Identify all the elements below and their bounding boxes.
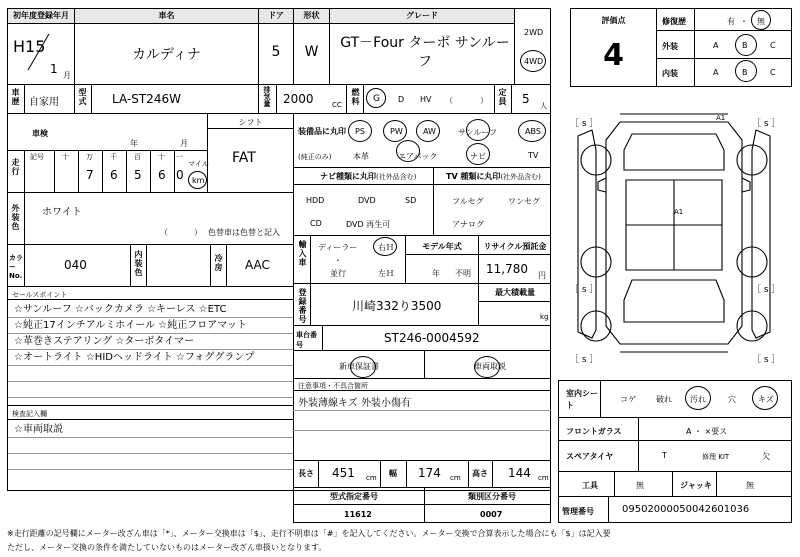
first-reg-label: 初年度登録年月	[8, 9, 74, 23]
repair-yes: 有	[727, 17, 735, 26]
seat-label: 室内シート	[566, 389, 598, 410]
mgmt-label: 管理番号	[562, 507, 594, 516]
aw-circle	[416, 120, 440, 142]
length-label: 長さ	[298, 469, 314, 478]
door-label: ドア	[259, 9, 293, 23]
score-value: 4	[603, 38, 624, 73]
fuel-g: G	[373, 94, 380, 104]
recycle-label: リサイクル預託金	[483, 242, 547, 251]
bracket-label-1: ［ s ］	[570, 119, 599, 129]
bracket-label-2: ［ s ］	[752, 119, 781, 129]
fuel-d: D	[398, 95, 405, 104]
exterior-label: 外装	[662, 42, 678, 51]
seat-yogore-circle	[685, 386, 711, 410]
tool-value: 無	[636, 481, 644, 490]
capacity-label: 定員	[498, 88, 507, 106]
repair-no-circle	[751, 10, 771, 30]
class-no-label: 類別区分番号	[468, 492, 516, 501]
interior-label: 内装	[662, 69, 678, 78]
nav-type-label	[320, 171, 416, 182]
footer-line-1: ※走行距離の記号欄にメーター改ざん車は「*」、メーター交換車は「$」、走行不明車は「#」を記入してください。メーター交換で合算表示した場合にも「$」は記入要	[7, 529, 611, 538]
mgmt-value: 09502000050042601036	[622, 504, 750, 515]
spare-kit: 修理 KIT	[702, 453, 730, 461]
jack-label: ジャッキ	[680, 481, 712, 490]
width-label: 幅	[389, 469, 397, 478]
tv-analog: アナログ	[452, 220, 484, 229]
first-reg-era: H15	[13, 37, 46, 56]
airbag-circle	[396, 140, 420, 162]
model-year-label: モデル年式	[422, 242, 462, 251]
displacement-value: 2000	[283, 92, 314, 106]
digit-h2: 千	[110, 153, 117, 161]
reg-value: 川崎332り3500	[352, 299, 442, 313]
nav-dvd: DVD	[358, 196, 376, 205]
cc-unit: CC	[332, 101, 342, 109]
tool-label: 工具	[582, 481, 598, 490]
chassis-label: 車台番号	[296, 331, 317, 349]
jack-value: 無	[746, 481, 754, 490]
sales-line-1: ☆サンルーフ ☆バックカメラ ☆キーレス ☆ETC	[14, 304, 227, 315]
inspection-month: 月	[180, 139, 188, 148]
capacity-value: 5	[522, 92, 530, 106]
repair-no: 無	[757, 17, 765, 26]
equip-abs: ABS	[525, 127, 541, 136]
color-note: 色替車は色替と記入	[208, 228, 280, 237]
fuel-circle	[366, 88, 386, 108]
seat-ana: 穴	[728, 395, 736, 404]
usage-value: 自家用	[29, 97, 59, 108]
digit-4: 6	[158, 168, 166, 182]
drive-2wd: 2WD	[524, 28, 544, 37]
new-warranty: 新車保証書	[339, 362, 379, 371]
sunroof-circle	[466, 119, 490, 141]
body-shape: W	[304, 44, 319, 60]
color-paren-close: ）	[194, 228, 202, 237]
color-no-label: カラーNo.	[9, 254, 23, 280]
digit-3: 5	[134, 168, 142, 182]
int-b-circle	[735, 60, 757, 82]
height-label: 高さ	[472, 469, 488, 478]
import-parallel: 並行	[330, 269, 346, 278]
tv-type-text: TV 種類に丸印	[446, 172, 501, 181]
nav-type-sub: (社外品含む)	[376, 173, 417, 181]
seat-kizu: キズ	[758, 395, 774, 404]
seat-yabure: 破れ	[656, 395, 672, 404]
length-value: 451	[332, 466, 355, 480]
mileage-label: 走行	[11, 158, 20, 176]
km-circle	[188, 171, 207, 189]
damage-mark-1: A1	[716, 114, 726, 122]
model-year-unit: 年	[432, 269, 440, 278]
car-diagram	[556, 100, 792, 368]
color-no-value: 040	[64, 258, 87, 272]
usage-label: 車歴	[11, 88, 20, 106]
model-year-unknown: 不明	[455, 269, 471, 278]
reg-label: 登録番号	[298, 288, 307, 324]
right-h-circle	[373, 237, 397, 256]
ext-b: B	[742, 41, 748, 50]
equip-ps: PS	[355, 127, 365, 136]
repair-label: 修復歴	[662, 17, 686, 26]
int-b: B	[742, 68, 748, 77]
interior-color-label: 内装色	[134, 250, 143, 277]
car-outline	[556, 100, 792, 368]
import-right-h: 右Ｈ	[378, 243, 394, 252]
displacement-label: 排気量	[263, 86, 271, 107]
seat-yogore: 汚れ	[690, 395, 706, 404]
month-unit: 月	[63, 71, 71, 80]
drive-4wd-circle	[520, 50, 546, 72]
import-dot: ・	[334, 256, 342, 265]
digit-h3: 百	[134, 153, 141, 161]
ext-b-circle	[735, 34, 757, 56]
fuel-paren-close: ）	[480, 96, 488, 105]
length-unit: cm	[366, 474, 377, 482]
digit-5: 0	[176, 168, 184, 182]
footer-line-2: ただし、メーター交換の条件を満たしていないものはメーター改ざん車扱いとなります。	[7, 543, 327, 552]
ps-circle	[348, 120, 372, 142]
inspector-label: 検査記入欄	[12, 410, 47, 418]
digit-h1: 万	[86, 153, 93, 161]
color-label: 外装色	[11, 204, 20, 231]
equip-aw: AW	[423, 127, 436, 136]
score-label: 評価点	[601, 16, 626, 25]
equip-leather: 本革	[353, 152, 369, 161]
nav-cd: CD	[310, 219, 322, 228]
first-reg-month: 1	[50, 62, 58, 76]
grade-value: GT－Four ターボ サンルーフ	[340, 35, 510, 70]
yen-unit: 円	[538, 271, 546, 280]
car-name-label: 車名	[75, 9, 258, 23]
abs-circle	[518, 120, 546, 142]
digit-h4: 十	[158, 153, 165, 161]
class-no-value: 0007	[480, 510, 503, 519]
bracket-label-3: ［ s ］	[570, 285, 599, 295]
spare-missing: 欠	[762, 452, 770, 461]
windshield-label: フロントガラス	[566, 427, 622, 436]
person-unit: 人	[540, 102, 547, 110]
equip-tv: TV	[528, 151, 539, 160]
inspection-year: 年	[130, 139, 138, 148]
notes-value: 外装薄線キズ 外装小傷有	[298, 398, 411, 409]
equip-pw: PW	[390, 127, 403, 136]
equipment-sub: (純正のみ)	[298, 153, 332, 161]
seat-koge: コゲ	[620, 395, 636, 404]
windshield-value: A ・ ×要ス	[686, 427, 728, 436]
digit-2: 6	[110, 168, 118, 182]
color-value: ホワイト	[42, 207, 82, 218]
chassis-value: ST246-0004592	[384, 331, 480, 345]
equipment-label: 装備品に丸印	[298, 127, 346, 136]
ac-value: AAC	[245, 258, 270, 272]
nav-sd: SD	[405, 196, 417, 205]
spare-t: T	[662, 451, 667, 460]
mile-unit: マイル	[188, 160, 209, 168]
car-name: カルディナ	[132, 47, 201, 63]
warranty-circle	[350, 356, 376, 378]
grade-label: グレード	[330, 9, 514, 23]
repair-sep: ・	[740, 17, 748, 26]
notes-label: 注意事項・不具合箇所	[298, 382, 368, 390]
fuel-label: 燃料	[351, 88, 360, 106]
int-a: A	[713, 68, 719, 77]
height-value: 144	[508, 466, 531, 480]
width-unit: cm	[450, 474, 461, 482]
digit-1: 7	[86, 168, 94, 182]
int-c: C	[770, 68, 776, 77]
ac-label: 冷房	[214, 254, 223, 272]
spare-label: スペアタイヤ	[566, 452, 614, 461]
fuel-hv: HV	[420, 95, 432, 104]
damage-mark-2: A1	[674, 208, 684, 216]
pw-circle	[383, 120, 407, 142]
sales-line-3: ☆革巻きステアリング ☆ターボタイマー	[14, 336, 195, 347]
import-left-h: 左Ｈ	[378, 269, 394, 278]
tv-type-sub: (社外品含む)	[500, 173, 541, 181]
ext-a: A	[713, 41, 719, 50]
drive-4wd: 4WD	[524, 57, 544, 66]
model-label: 型式	[78, 88, 87, 106]
width-value: 174	[418, 466, 441, 480]
type-no-label: 型式指定番号	[330, 492, 378, 501]
color-paren-open: （	[160, 228, 168, 237]
max-load-label: 最大積載量	[495, 288, 535, 297]
kg-unit: kg	[540, 313, 549, 321]
model-value: LA-ST246W	[112, 92, 181, 106]
ext-c: C	[770, 41, 776, 50]
inspector-line-1: ☆車両取説	[14, 424, 63, 435]
digit-h5: 一	[176, 153, 183, 161]
shift-value: FAT	[232, 150, 256, 166]
shape-label: 形状	[294, 9, 329, 23]
manual-label: 車両取説	[474, 362, 506, 371]
shift-label: シフト	[238, 118, 263, 127]
equip-airbag: エアバック	[398, 152, 438, 161]
tv-type-label	[446, 171, 541, 182]
door-count: 5	[271, 44, 281, 60]
inspection-label: 車検	[32, 129, 48, 138]
height-unit: cm	[538, 474, 549, 482]
bracket-label-5: ［ s ］	[570, 355, 599, 365]
manual-circle	[474, 356, 500, 378]
sales-label: セールスポイント	[12, 291, 68, 299]
equip-navi: ナビ	[470, 152, 486, 161]
nav-dvd-play: DVD 再生可	[346, 220, 391, 229]
mileage-sign-label: 記号	[30, 153, 44, 161]
bracket-label-6: ［ s ］	[752, 355, 781, 365]
bracket-label-4: ［ s ］	[752, 285, 781, 295]
sales-line-2: ☆純正17インチアルミホイール ☆純正フロアマット	[14, 320, 247, 331]
digit-h0: 十	[62, 153, 69, 161]
tv-oneseg: ワンセグ	[508, 197, 540, 206]
import-dealer: ディーラー	[318, 243, 358, 252]
recycle-value: 11,780	[486, 262, 528, 276]
seat-kizu-circle	[752, 386, 778, 410]
type-no-value: 11612	[344, 510, 372, 519]
import-label: 輸入車	[298, 240, 307, 267]
nav-hdd: HDD	[306, 196, 325, 205]
navi-circle	[466, 143, 490, 165]
equip-sunroof: サンルーフ	[458, 128, 497, 137]
tv-fullseg: フルセグ	[452, 197, 484, 206]
nav-type-text: ナビ種類に丸印	[320, 172, 376, 181]
km-unit: km	[192, 176, 205, 185]
fuel-paren-open: （	[445, 96, 453, 105]
sales-line-4: ☆オートライト ☆HIDヘッドライト ☆フォググランプ	[14, 352, 255, 363]
